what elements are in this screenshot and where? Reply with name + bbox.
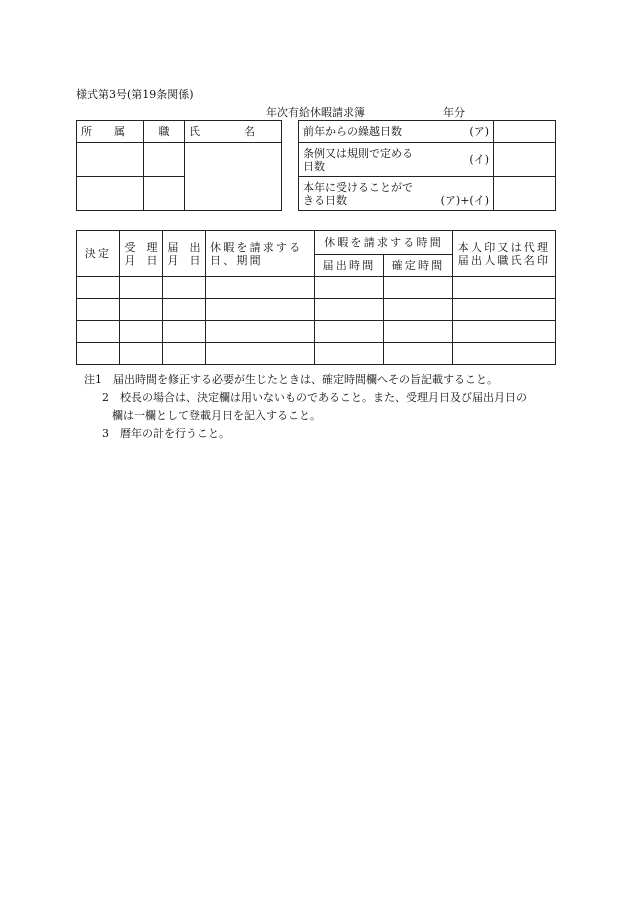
ordinance-days-value[interactable] [494,143,556,177]
note-2-line-1: 2 校長の場合は、決定欄は用いないものであること。また、受理月日及び届出月日の [102,391,527,404]
name-cell[interactable] [185,143,282,211]
header-position: 職 [144,121,185,143]
carryover-label: 前年からの繰越日数 (ア) [299,121,494,143]
header-seal: 本人印又は代理 届出人職氏名印 [453,231,556,277]
available-days-value[interactable] [494,177,556,211]
header-decision: 決定 [77,231,120,277]
position-cell-1[interactable] [144,143,185,177]
note-3: 3 暦年の計を行うこと。 [102,427,230,440]
ordinance-days-label: 条例又は規則で定める 日数 (イ) [299,143,494,177]
affiliation-cell-1[interactable] [77,143,144,177]
available-days-label: 本年に受けることがで きる日数 (ア)+(イ) [299,177,494,211]
form-label: 様式第3号(第19条関係) [76,88,194,101]
header-name: 氏 名 [185,121,282,143]
carryover-value[interactable] [494,121,556,143]
year-suffix: 年分 [443,106,465,119]
note-2-line-2: 欄は一欄として登載月日を記入すること。 [112,409,321,422]
affiliation-table [76,120,282,211]
table-row [77,321,556,343]
position-cell-2[interactable] [144,177,185,211]
header-leave-time: 休暇を請求する時間 [315,231,453,255]
header-affiliation: 所 属 [77,121,144,143]
header-filed-time: 届出時間 [315,255,384,277]
leave-days-table [298,120,556,211]
leave-request-table [76,230,556,365]
page-title: 年次有給休暇請求簿 [266,106,365,119]
header-received-date: 受 理 月 日 [120,231,163,277]
header-confirmed-time: 確定時間 [384,255,453,277]
note-1: 注1 届出時間を修正する必要が生じたときは、確定時間欄へその旨記載すること。 [84,373,498,386]
affiliation-cell-2[interactable] [77,177,144,211]
table-row [77,299,556,321]
header-filed-date: 届 出 月 日 [163,231,206,277]
table-row [77,277,556,299]
table-row [77,343,556,365]
header-leave-period: 休暇を請求する 日、期間 [206,231,315,277]
